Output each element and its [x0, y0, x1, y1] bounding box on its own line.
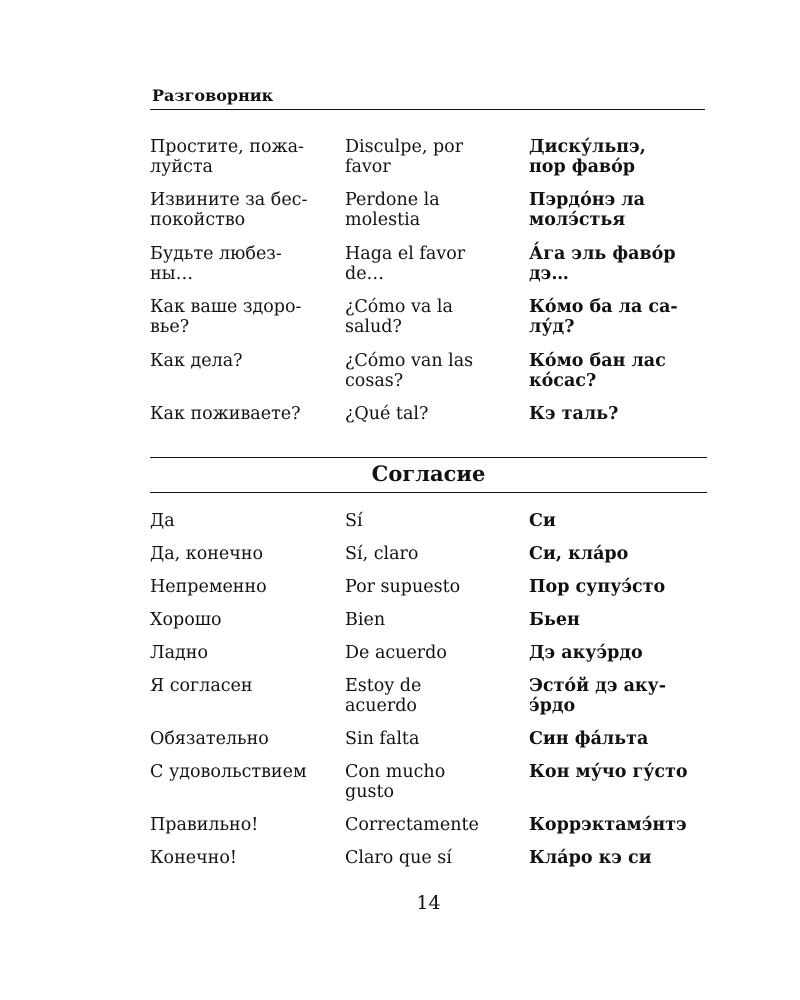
phrase-table-agreement [150, 511, 710, 881]
transcription: Си [529, 511, 556, 531]
transcription: Эсто́й дэ аку- э́рдо [529, 676, 667, 716]
phrase-row [150, 815, 710, 835]
phrase-row [150, 351, 710, 391]
spanish-phrase: De acuerdo [345, 643, 447, 663]
spanish-phrase: Estoy de acuerdo [345, 676, 422, 716]
russian-phrase: Будьте любез- ны… [150, 243, 282, 284]
transcription: Диску́льпэ, пор фаво́р [529, 137, 646, 177]
phrase-row [150, 404, 710, 424]
russian-phrase: Как ваше здоро- вье? [150, 297, 302, 338]
section-title: Согласие [371, 461, 486, 486]
russian-phrase: Правильно! [150, 815, 259, 835]
russian-phrase: Да, конечно [150, 544, 264, 564]
transcription: А́га эль фаво́р дэ… [529, 243, 676, 284]
russian-phrase: Да [150, 511, 175, 531]
phrase-row [150, 511, 710, 531]
transcription: Кон му́чо гу́сто [529, 762, 688, 782]
phrase-row [150, 610, 710, 630]
russian-phrase: Извините за бес- покойство [150, 190, 308, 231]
phrase-row [150, 190, 710, 230]
transcription: Кэ таль? [529, 403, 619, 424]
russian-phrase: Непременно [150, 577, 267, 597]
russian-phrase: Я согласен [150, 676, 253, 696]
russian-phrase: С удовольствием [150, 762, 307, 782]
russian-phrase: Конечно! [150, 848, 237, 868]
russian-phrase: Хорошо [150, 610, 222, 630]
transcription: Пор супуэ́сто [529, 577, 666, 597]
phrase-row [150, 137, 710, 177]
transcription: Пэрдо́нэ ла молэ́стья [529, 190, 645, 231]
phrase-row [150, 729, 710, 749]
transcription: Ко́мо бан лас ко́сас? [529, 350, 666, 391]
spanish-phrase: ¿Cómo van las cosas? [345, 350, 474, 391]
spanish-phrase: Perdone la molestia [345, 190, 440, 231]
spanish-phrase: Por supuesto [345, 577, 461, 597]
russian-phrase: Как поживаете? [150, 403, 301, 424]
section-rule-top [150, 457, 707, 458]
spanish-phrase: ¿Cómo va la salud? [345, 297, 453, 338]
russian-phrase: Как дела? [150, 350, 243, 371]
spanish-phrase: Sin falta [345, 729, 420, 749]
spanish-phrase: Claro que sí [345, 848, 452, 868]
running-header: Разговорник [152, 86, 274, 105]
header-rule [150, 109, 705, 110]
page-number: 14 [416, 892, 441, 914]
spanish-phrase: Correctamente [345, 815, 479, 835]
section-rule-bottom [150, 492, 707, 493]
phrase-row [150, 244, 710, 284]
spanish-phrase: Haga el favor de… [345, 243, 466, 284]
russian-phrase: Простите, пожа- луйста [150, 137, 304, 177]
transcription: Бьен [529, 610, 580, 630]
russian-phrase: Обязательно [150, 729, 269, 749]
phrase-row [150, 544, 710, 564]
spanish-phrase: Sí [345, 511, 363, 531]
phrase-table-greetings [150, 137, 710, 437]
russian-phrase: Ладно [150, 643, 209, 663]
phrase-row [150, 848, 710, 868]
transcription: Кла́ро кэ си [529, 848, 652, 868]
transcription: Си, кла́ро [529, 544, 629, 564]
spanish-phrase: Sí, claro [345, 544, 419, 564]
transcription: Ко́мо ба ла са- лу́д? [529, 297, 678, 338]
phrase-row [150, 643, 710, 663]
transcription: Коррэктамэ́нтэ [529, 815, 687, 835]
spanish-phrase: Bien [345, 610, 386, 630]
phrase-row [150, 577, 710, 597]
spanish-phrase: ¿Qué tal? [345, 403, 429, 424]
phrase-row [150, 676, 710, 716]
phrase-row [150, 762, 710, 802]
spanish-phrase: Con mucho gusto [345, 762, 446, 802]
phrase-row [150, 297, 710, 337]
spanish-phrase: Disculpe, por favor [345, 137, 464, 177]
transcription: Син фа́льта [529, 729, 649, 749]
transcription: Дэ акуэ́рдо [529, 643, 643, 663]
